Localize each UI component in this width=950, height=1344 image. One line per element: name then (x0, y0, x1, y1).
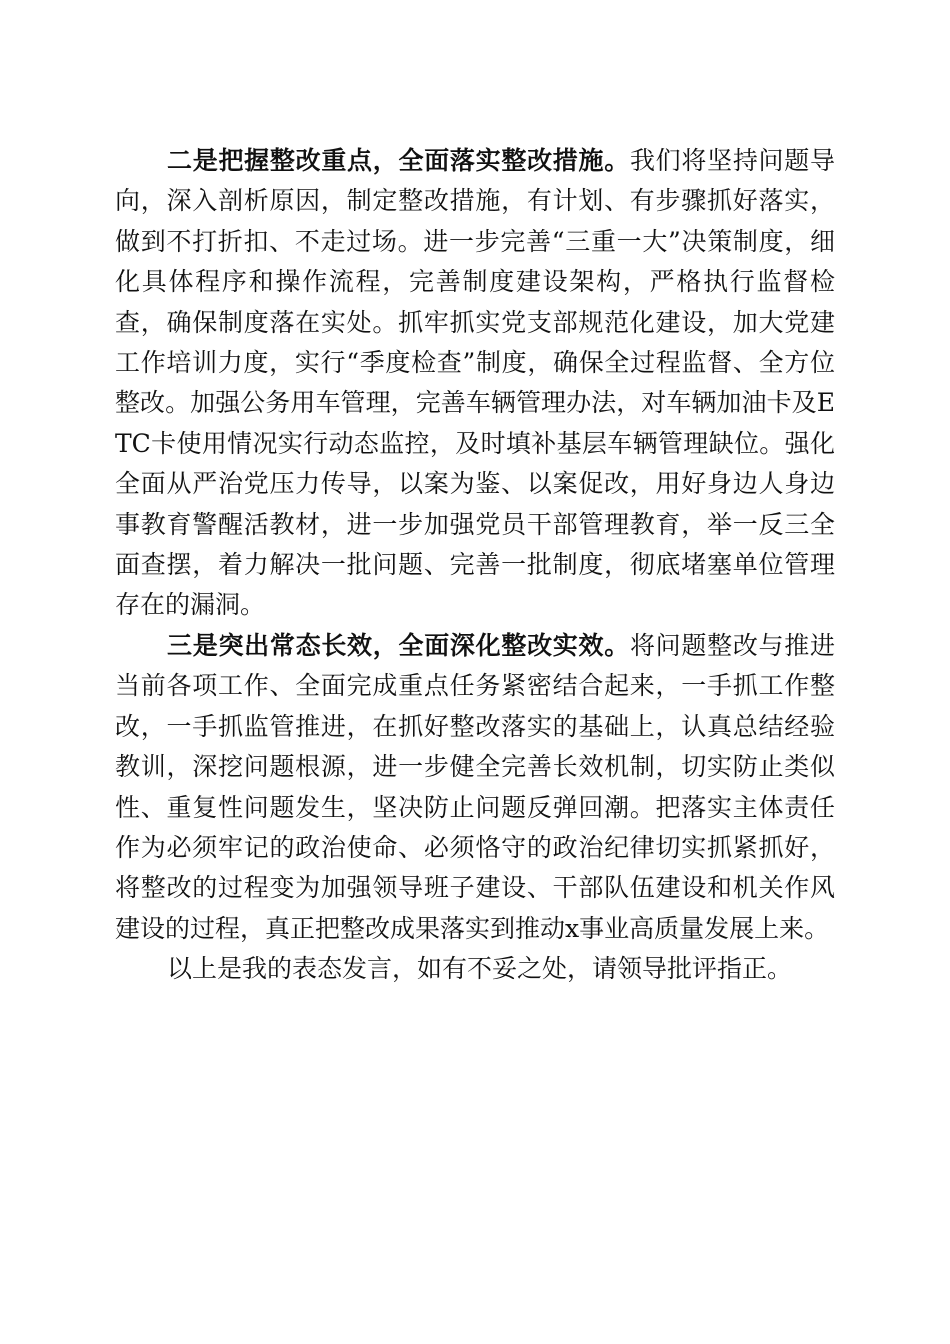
paragraph-lead: 二是把握整改重点，全面落实整改措施。 (167, 146, 630, 175)
document-body (115, 141, 835, 990)
paragraph-text: 将问题整改与推进当前各项工作、全面完成重点任务紧密结合起来，一手抓工作整改，一手抓监管推进，在抓好整改落实的基础上，认真总结经验教训，深挖问题根源，进一步健全完善长效机制，切实防止类似性、重复性问题发生，坚决防止问题反弹回潮。把落实主体责任作为必须牢记的政治使命、必须恪守的政治纪律切实抓紧抓好，将整改的过程变为加强领导班子建设、干部队伍建设和机关作风建设的过程，真正把整改成果落实到推动x事业高质量发展上来。 (115, 630, 835, 943)
paragraph-text: 以上是我的表态发言，如有不妥之处，请领导批评指正。 (167, 954, 793, 984)
paragraph-long-term-effect (115, 626, 835, 949)
paragraph-lead: 三是突出常态长效，全面深化整改实效。 (167, 630, 630, 660)
paragraph-closing-remark (115, 949, 835, 989)
paragraph-rectification-measures (115, 141, 835, 626)
paragraph-text: 我们将坚持问题导向，深入剖析原因，制定整改措施，有计划、有步骤抓好落实，做到不打折扣、不走过场。进一步完善“三重一大”决策制度，细化具体程序和操作流程，完善制度建设架构，严格执行监督检查，确保制度落在实处。抓牢抓实党支部规范化建设，加大党建工作培训力度，实行“季度检查”制度，确保全过程监督、全方位整改。加强公务用车管理，完善车辆管理办法，对车辆加油卡及ETC卡使用情况实行动态监控，及时填补基层车辆管理缺位。强化全面从严治党压力传导，以案为鉴、以案促改，用好身边人身边事教育警醒活教材，进一步加强党员干部管理教育，举一反三全面查摆，着力解决一批问题、完善一批制度，彻底堵塞单位管理存在的漏洞。 (115, 146, 835, 620)
